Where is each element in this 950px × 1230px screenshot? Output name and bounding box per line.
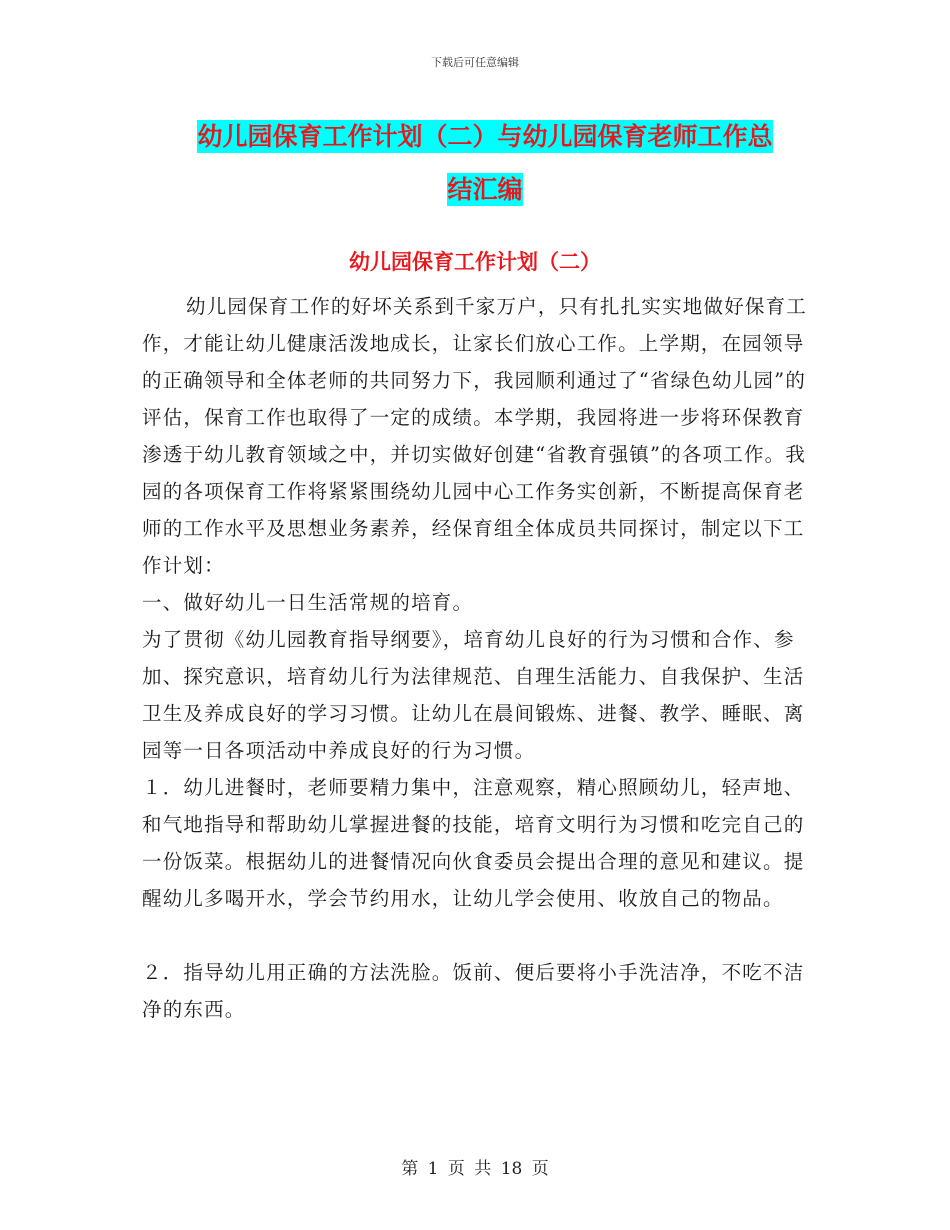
page-number: 第 1 页 共 18 页: [401, 1159, 549, 1179]
document-body: [142, 288, 812, 1028]
section-heading-1: 一、做好幼儿一日生活常规的培育。: [142, 591, 474, 614]
list-item-1: １．幼儿进餐时，老师要精力集中，注意观察，精心照顾幼儿，轻声地、和气地指导和帮助幼儿掌握进餐的技能，培育文明行为习惯和吃完自己的一份饭菜。根据幼儿的进餐情况向伙食委员会提出合理的意见和建议。提醒幼儿多喝开水，学会节约用水，让幼儿学会使用、收放自己的物品。: [142, 776, 805, 910]
page-header-note: 下载后可任意编辑: [431, 56, 519, 69]
list-item-2: ２．指导幼儿用正确的方法洗脸。饭前、便后要将小手洗洁净，不吃不洁净的东西。: [142, 961, 805, 1021]
body-paragraph: 为了贯彻《幼儿园教育指导纲要》，培育幼儿良好的行为习惯和合作、参加、探究意识，培育幼儿行为法律规范、自理生活能力、自我保护、生活卫生及养成良好的学习习惯。让幼儿在晨间锻炼、进餐、教学、睡眠、离园等一日各项活动中养成良好的行为习惯。: [142, 628, 805, 762]
document-title: [140, 110, 830, 216]
document-title-line-2: 结汇编: [447, 175, 523, 204]
intro-paragraph: 幼儿园保育工作的好坏关系到千家万户，只有扎扎实实地做好保育工作，才能让幼儿健康活泼地成长，让家长们放心工作。上学期，在园领导的正确领导和全体老师的共同努力下，我园顺利通过了“省绿色幼儿园”的评估，保育工作也取得了一定的成绩。本学期，我园将进一步将环保教育渗透于幼儿教育领域之中，并切实做好创建“省教育强镇”的各项工作。我园的各项保育工作将紧紧围绕幼儿园中心工作务实创新，不断提高保育老师的工作水平及思想业务素养，经保育组全体成员共同探讨，制定以下工作计划：: [142, 295, 808, 577]
document-title-line-1: 幼儿园保育工作计划（二）与幼儿园保育老师工作总: [197, 122, 773, 151]
section-title: 幼儿园保育工作计划（二）: [349, 249, 601, 274]
